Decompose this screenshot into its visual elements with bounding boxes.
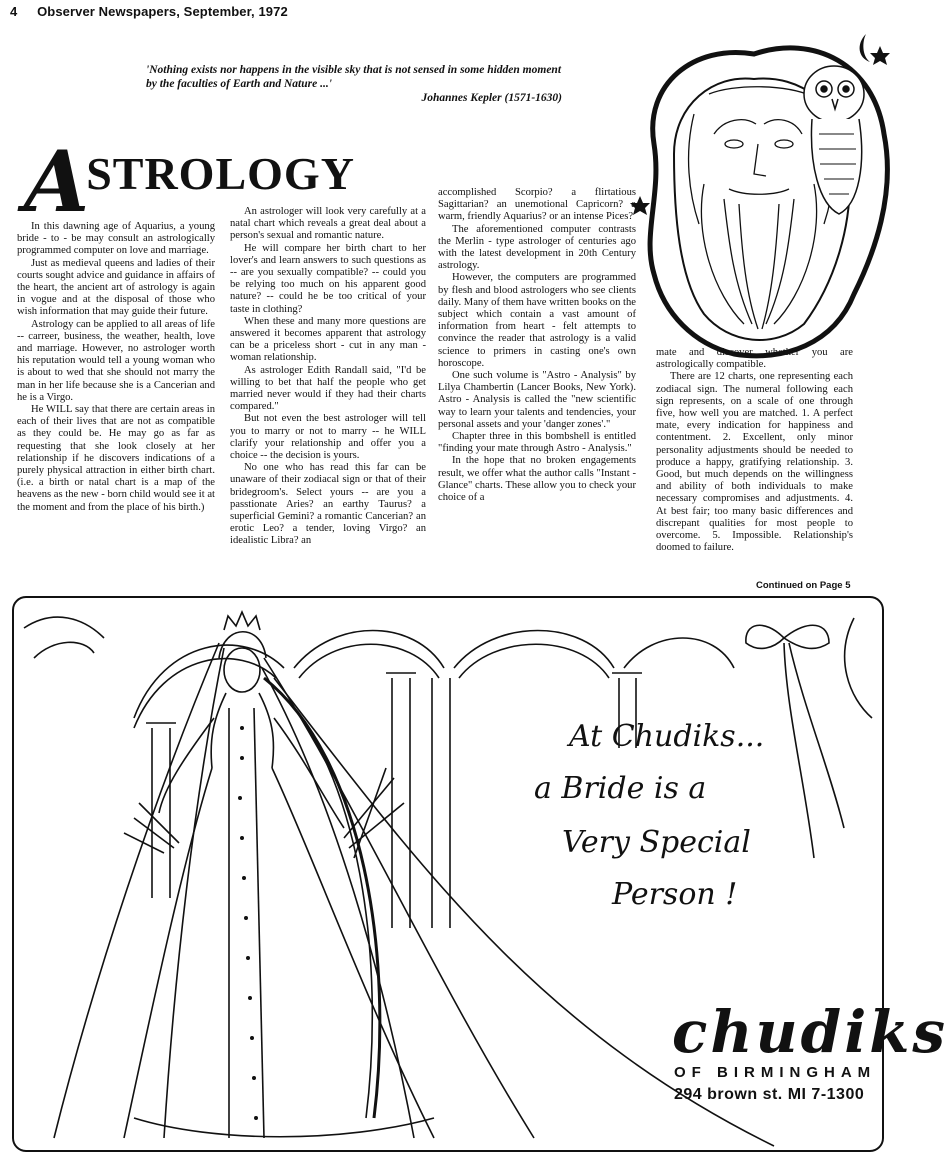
- column-paragraph: One such volume is "Astro - Analysis" by Lilya Chambertin (Lancer Books, New York). Astro - Analysis is called the "new scientific way to learn your talents and tendencies, your personal assets and your 'danger zones'.": [438, 370, 636, 430]
- title-initial: A: [24, 132, 91, 231]
- column-paragraph: When these and many more questions are answered it becomes apparent that astrology can be a priceless short - cut in any man - woman relationship.: [230, 315, 426, 364]
- quote-text: 'Nothing exists nor happens in the visible sky that is not sensed in some hidden moment by the faculties of Earth and Nature ...': [146, 64, 562, 90]
- title-rest: STROLOGY: [86, 148, 355, 199]
- column-paragraph: mate and discover whether you are astrologically compatible.: [656, 347, 853, 371]
- ad-script-line: a Bride is a: [534, 771, 707, 806]
- column-paragraph: As astrologer Edith Randall said, "I'd be willing to bet that half the people who get married never would if they had their charts compared.": [230, 364, 426, 413]
- column-paragraph: Astrology can be applied to all areas of life -- carreer, business, the weather, health, love and marriage. However, no astrologer worth his reputation would tell a young woman who is about to wed that she should not marry the man in her life because she is a Cancerian and he is a Virgo.: [17, 318, 215, 403]
- page-header: [10, 4, 288, 19]
- column-paragraph: He will compare her birth chart to her lover's and learn answers to such questions as -- are you sexually compatible? -- could you be relying too much on his apparent good nature? -- could he be too critical of your taste in clothing?: [230, 242, 426, 315]
- article-column-2: [230, 206, 426, 548]
- ad-script-line: At Chudiks...: [569, 719, 765, 754]
- column-paragraph: Just as medieval queens and ladies of their courts sought advice and guidance in affairs of the heart, the ancient art of astrology is again in vogue and at the disposal of those who wish information that may guide their future.: [17, 257, 215, 318]
- column-paragraph: Chapter three in this bombshell is entitled "finding your mate through Astro - Analysis.": [438, 431, 636, 455]
- continued-note: Continued on Page 5: [756, 580, 851, 591]
- column-paragraph: An astrologer will look very carefully at a natal chart which reveals a great deal about a person's sexual and romantic nature.: [230, 206, 426, 242]
- column-paragraph: The aforementioned computer contrasts the Merlin - type astrologer of centuries ago with the latest development in 20th Century astrology.: [438, 223, 636, 272]
- quote-attribution: Johannes Kepler (1571-1630): [421, 92, 562, 104]
- column-paragraph: He WILL say that there are certain areas in each of their lives that are not as compatible as they could be. He may go as far as requesting that she look closely at her relationship if he discovers indications of a purely physical attraction in either birth chart. (i.e. a birth or natal chart is a map of the heavens as the new - born child would see it at the moment and from the place of his birth.): [17, 404, 215, 513]
- article-column-4: [656, 347, 853, 554]
- ad-script-line: Person !: [612, 877, 738, 912]
- article-column-3: [438, 187, 636, 504]
- publication-line: Observer Newspapers, September, 1972: [37, 4, 288, 19]
- brand-location: OF BIRMINGHAM: [674, 1064, 877, 1081]
- brand-name: chudiks: [672, 998, 948, 1066]
- chudiks-advertisement: [12, 596, 948, 1152]
- column-paragraph: However, the computers are programmed by flesh and blood astrologers who see clients daily. Many of them have written books on the subject which contain a vast amount of information from heart - felt attempts to convince the reader that astrology is a valid science to primers in casting one's own horoscope.: [438, 272, 636, 369]
- article-title: [24, 118, 355, 231]
- column-paragraph: In the hope that no broken engagements result, we offer what the author calls "Instant - Glance" charts. These allow you to check your choice of a: [438, 455, 636, 504]
- column-paragraph: No one who has read this far can be unaware of their zodiacal sign or that of their bridegroom's. Select yours -- are you a passtionate Aries? an earthy Taurus? a superficial Gemini? a romantic Cancerian? an erotic Leo? a tender, loving Virgo? an idealistic Libra? an: [230, 462, 426, 547]
- column-paragraph: accomplished Scorpio? a flirtatious Sagittarian? an unemotional Capricorn? a warm, friendly Aquarius? or an intense Pices?: [438, 187, 636, 223]
- page-number: 4: [10, 4, 18, 19]
- column-paragraph: In this dawning age of Aquarius, a young bride - to - be may consult an astrologically programmed computer on love and marriage.: [17, 221, 215, 257]
- ad-script-line: Very Special: [562, 825, 751, 860]
- column-paragraph: But not even the best astrologer will tell you to marry or not to marry -- he WILL clarify your relationship and offer you a choice -- the decision is yours.: [230, 413, 426, 462]
- column-paragraph: There are 12 charts, one representing each zodiacal sign. The numeral following each sign represents, on a scale of one through five, how well you are matched. 1. A perfect mate, every indication for happiness and contentment. 2. Excellent, only minor personality adjustments should be needed to produce a happy, gratifying relationship. 3. Good, but much depends on the willingness and ability of both individuals to make necessary compromises and adjustments. 4. At best fair; too many basic differences and discrepant qualities for most people to overcome. 5. Impossible. Relationship's doomed to failure.: [656, 371, 853, 554]
- kepler-quote: [146, 63, 566, 105]
- brand-address: 294 brown st. MI 7-1300: [674, 1086, 865, 1103]
- article-column-1: [17, 221, 215, 514]
- astrologer-illustration: [634, 24, 896, 364]
